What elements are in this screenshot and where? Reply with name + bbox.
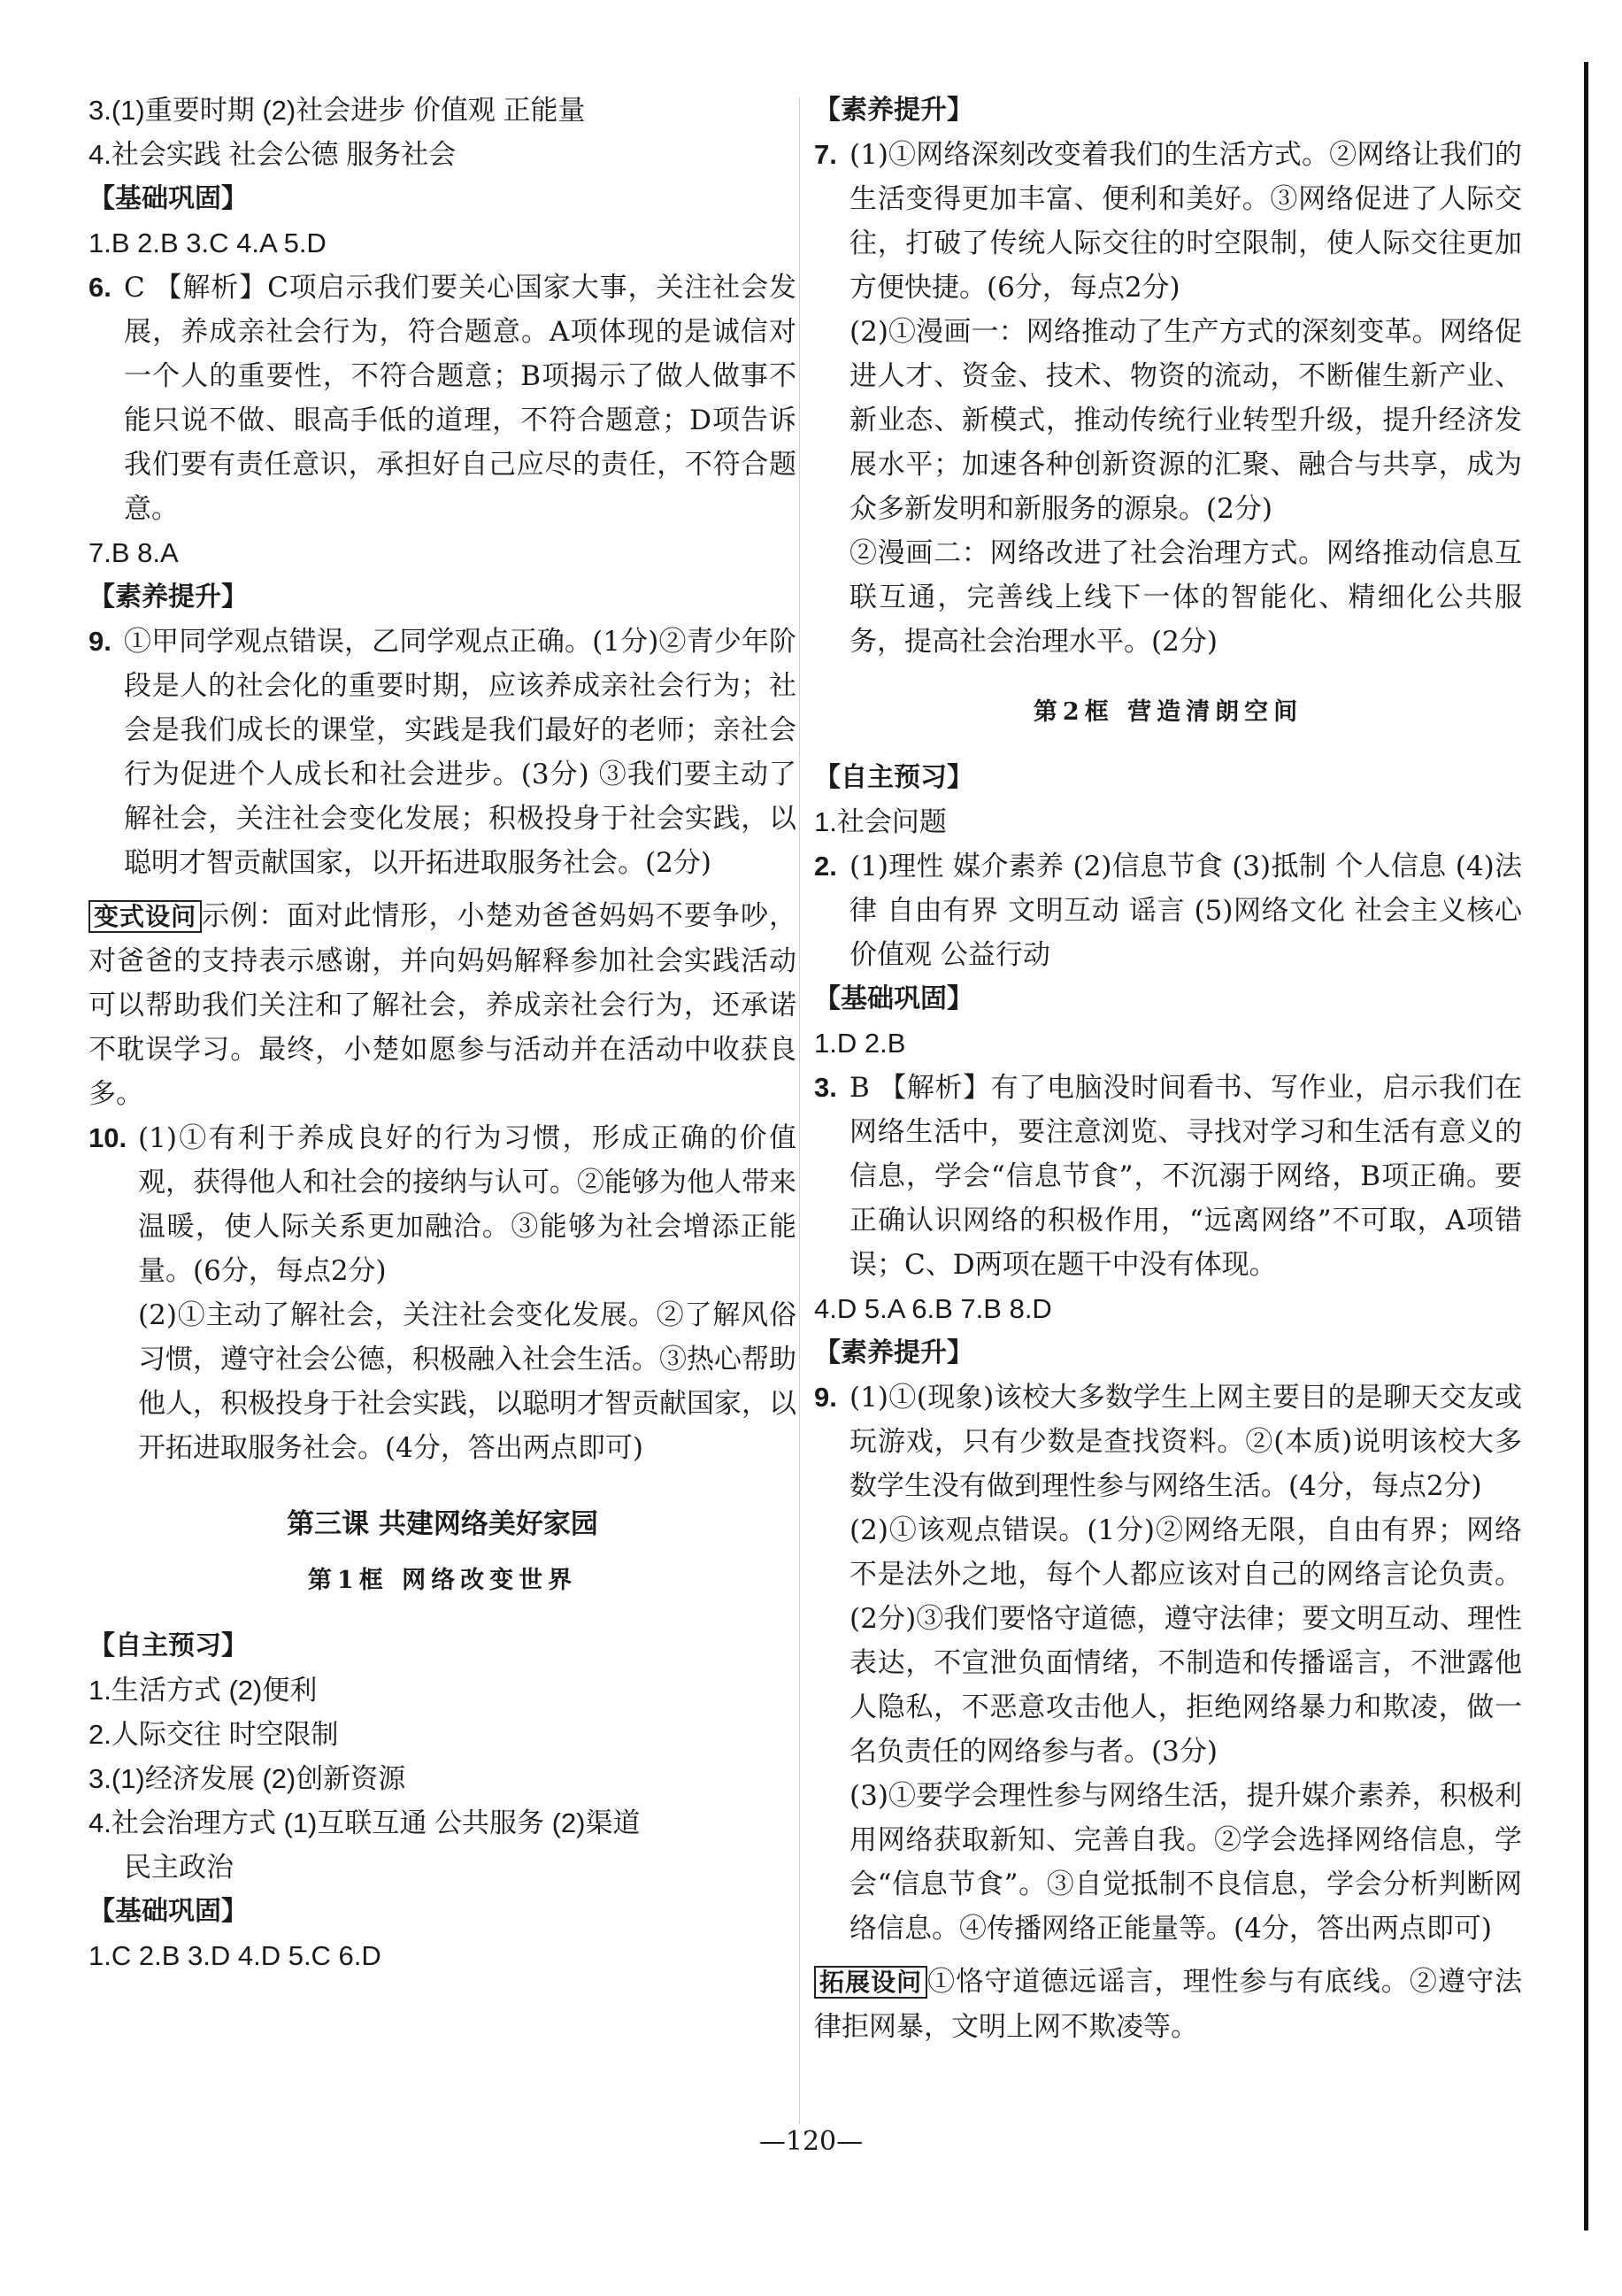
question-text — [124, 620, 796, 885]
question-text — [849, 1375, 1522, 1951]
answer-part: (2)①主动了解社会，关注社会变化发展。②了解风俗习惯，遵守社会公德，积极融入社会生活。③热心帮助他人，积极投身于社会实践，以聪明才智贡献国家，以开拓进取服务社会。(4分，答出两点即可) — [138, 1299, 796, 1464]
section-subtitle: 第1框 网络改变世界 — [307, 1567, 578, 1594]
answer-part: (1)①有利于养成良好的行为习惯，形成正确的价值观，获得他人和社会的接纳与认可。②能够为他人带来温暖，使人际关系更加融洽。③能够为社会增添正能量。(6分，每点2分) — [138, 1122, 796, 1287]
question-7 — [814, 133, 1522, 664]
answer-part: (1)①网络深刻改变着我们的生活方式。②网络让我们的生活变得更加丰富、便利和美好。③网络促进了人际交往，打破了传统人际交往的时空限制，使人际交往更加方便快捷。(6分，每点2分) — [849, 139, 1522, 304]
question-text — [138, 1116, 796, 1470]
answer-part: (3)①要学会理性参与网络生活，提升媒介素养，积极利用网络获取新知、完善自我。②学会选择网络信息，学会“信息节食”。③自觉抵制不良信息，学会分析判断网络信息。④传播网络正能量等。(4分，答出两点即可) — [849, 1780, 1522, 1945]
answer-line: 3.(1)重要时期 (2)社会进步 价值观 正能量 — [88, 95, 586, 126]
question-number: 9. — [814, 1382, 837, 1413]
variant-question — [88, 894, 796, 1116]
lesson-title: 第三课 共建网络美好家园 — [287, 1508, 598, 1540]
answer-line: 1.B 2.B 3.C 4.A 5.D — [88, 227, 327, 258]
section-heading: 【素养提升】 — [814, 95, 973, 126]
section-heading: 【素养提升】 — [814, 1337, 973, 1368]
answer-line: 1.C 2.B 3.D 4.D 5.C 6.D — [88, 1940, 381, 1971]
question-number: 2. — [814, 851, 837, 882]
question-number: 3. — [814, 1072, 837, 1103]
answer-part: (2)①漫画一：网络推动了生产方式的深刻变革。网络促进人才、资金、技术、物资的流动，不断催生新产业、新业态、新模式，推动传统行业转型升级，提升经济发展水平；加速各种创新资源的汇聚、融合与共享，成为众多新发明和新服务的源泉。(2分) — [849, 316, 1522, 525]
answer-line: 3.(1)经济发展 (2)创新资源 — [88, 1763, 406, 1794]
right-column — [814, 89, 1522, 2049]
question-text: B 【解析】有了电脑没时间看书、写作业，启示我们在网络生活中，要注意浏览、寻找对学习和生活有意义的信息，学会“信息节食”，不沉溺于网络，B项正确。要正确认识网络的积极作用，“远离网络”不可取，A项错误；C、D两项在题干中没有体现。 — [849, 1072, 1522, 1281]
answer-line: 7.B 8.A — [88, 537, 179, 568]
section-heading: 【基础巩固】 — [814, 983, 973, 1014]
variant-label: 变式设问 — [88, 900, 202, 933]
answer-line: 2.人际交往 时空限制 — [88, 1719, 339, 1750]
section-heading: 【基础巩固】 — [88, 183, 248, 214]
answer-part: ③我们要主动了解社会，关注社会变化发展；积极投身于社会实践，以聪明才智贡献国家，以开拓进取服务社会。(2分) — [124, 759, 797, 879]
question-6 — [88, 266, 796, 531]
question-text: C 【解析】C项启示我们要关心国家大事，关注社会发展，养成亲社会行为，符合题意。A项体现的是诚信对一个人的重要性，不符合题意；B项揭示了做人做事不能只说不做、眼高手低的道理，不符合题意；D项告诉我们要有责任意识，承担好自己应尽的责任，不符合题意。 — [124, 272, 796, 525]
section-subtitle: 第2框 营造清朗空间 — [1033, 698, 1303, 726]
answer-part: ①甲同学观点错误，乙同学观点正确。(1分)②青少年阶段是人的社会化的重要时期，应该养成亲社会行为；社会是我们成长的课堂，实践是我们最好的老师；亲社会行为促进个人成长和社会进步。(3分) — [124, 626, 796, 790]
question-number: 6. — [88, 272, 111, 303]
section-heading: 【基础巩固】 — [88, 1896, 248, 1927]
column-divider — [799, 97, 800, 2124]
question-9 — [814, 1375, 1522, 1951]
question-2 — [814, 844, 1522, 977]
section-heading: 【素养提升】 — [88, 582, 248, 613]
answer-line: 4.社会实践 社会公德 服务社会 — [88, 139, 457, 170]
answer-part: (2)①该观点错误。(1分)②网络无限，自由有界；网络不是法外之地，每个人都应该对自己的网络言论负责。(2分)③我们要恪守道德，遵守法律；要文明互动、理性表达，不宣泄负面情绪，不制造和传播谣言，不泄露他人隐私，不恶意攻击他人，拒绝网络暴力和欺凌，做一名负责任的网络参与者。(3分) — [849, 1514, 1522, 1768]
variant-text: 示例：面对此情形，小楚劝爸爸妈妈不要争吵，对爸爸的支持表示感谢，并向妈妈解释参加社会实践活动可以帮助我们关注和了解社会，养成亲社会行为，还承诺不耽误学习。最终，小楚如愿参与活动并在活动中收获良多。 — [88, 900, 796, 1110]
page-edge-rule — [1584, 62, 1588, 2231]
question-number: 9. — [88, 626, 111, 657]
answer-line: 1.社会问题 — [814, 806, 947, 837]
question-text: (1)理性 媒介素养 (2)信息节食 (3)抵制 个人信息 (4)法律 自由有界 文明互动 谣言 (5)网络文化 社会主义核心价值观 公益行动 — [849, 851, 1522, 971]
question-3 — [814, 1066, 1522, 1287]
question-number: 10. — [88, 1122, 127, 1153]
answer-line: 4.D 5.A 6.B 7.B 8.D — [814, 1293, 1052, 1324]
answer-line: 4.社会治理方式 (1)互联互通 公共服务 (2)渠道 — [88, 1807, 641, 1838]
question-number: 7. — [814, 139, 837, 170]
question-10 — [88, 1116, 796, 1470]
question-text — [849, 133, 1522, 664]
page-number: —120— — [758, 2126, 864, 2157]
extension-text: ①恪守道德远谣言，理性参与有底线。②遵守法律拒网暴，文明上网不欺凌等。 — [814, 1966, 1522, 2043]
section-heading: 【自主预习】 — [814, 762, 973, 793]
section-heading: 【自主预习】 — [88, 1630, 248, 1661]
answer-line: 1.生活方式 (2)便利 — [88, 1675, 318, 1706]
answer-line: 1.D 2.B — [814, 1028, 906, 1059]
question-9 — [88, 620, 796, 885]
left-column — [88, 89, 796, 1978]
extension-question — [814, 1960, 1522, 2049]
answer-part: ②漫画二：网络改进了社会治理方式。网络推动信息互联互通，完善线上线下一体的智能化、精细化公共服务，提高社会治理水平。(2分) — [849, 537, 1522, 658]
answer-line: 民主政治 — [124, 1852, 234, 1883]
answer-part: (1)①(现象)该校大多数学生上网主要目的是聊天交友或玩游戏，只有少数是查找资料。②(本质)说明该校大多数学生没有做到理性参与网络生活。(4分，每点2分) — [849, 1382, 1522, 1502]
extension-label: 拓展设问 — [814, 1966, 927, 1999]
